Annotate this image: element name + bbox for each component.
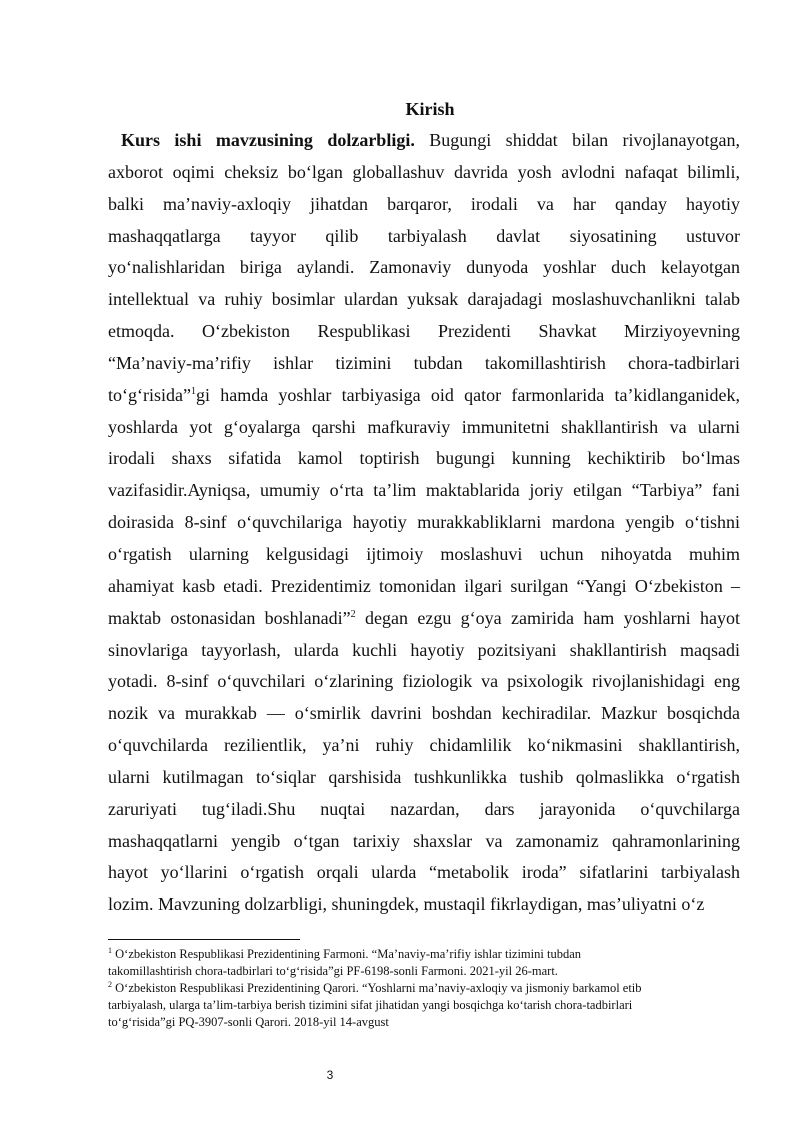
text-line: nozik va murakkab — o‘smirlik davrini boshdan kechiradilar. Mazkur bosqichda bbox=[108, 703, 740, 724]
footnote-reference[interactable]: 2 bbox=[350, 608, 356, 620]
footnote-mark: 1 bbox=[108, 945, 112, 955]
footnote-1-continued: takomillashtirish chora-tadbirlari to‘g‘risida”gi PF-6198-sonli Farmoni. 2021-yil 26-mart. bbox=[108, 964, 558, 978]
text-line: sinovlariga tayyorlash, ularda kuchli hayotiy pozitsiyani shakllantirish maqsadi bbox=[108, 639, 740, 660]
text-line: hayot yo‘llarini o‘rgatish orqali ularda “metabolik iroda” sifatlarini tarbiyalash bbox=[108, 862, 740, 883]
body-paragraph bbox=[108, 125, 740, 921]
footnote-mark: 2 bbox=[108, 979, 112, 989]
text-line: vazifasidir.Ayniqsa, umumiy o‘rta ta’lim maktablarida joriy etilgan “Tarbiya” fani bbox=[108, 480, 740, 501]
text-line: to‘g‘risida”$^1$gi hamda yoshlar tarbiyasiga oid qator farmonlarida ta’kidlanganidek, bbox=[108, 384, 740, 405]
text-line: yoshlarda yot g‘oyalarga qarshi mafkuraviy immunitetni shakllantirish va ularni bbox=[108, 416, 740, 437]
text-line: Kurs ishi mavzusining dolzarbligi. Bugungi shiddat bilan rivojlanayotgan, bbox=[121, 130, 740, 150]
text-line: intellektual va ruhiy bosimlar ulardan yuksak darajadagi moslashuvchanlikni talab bbox=[108, 289, 740, 310]
text-line: axborot oqimi cheksiz bo‘lgan globallashuv davrida yosh avlodni nafaqat bilimli, bbox=[108, 161, 740, 182]
text-line: ahamiyat kasb etadi. Prezidentimiz tomonidan ilgari surilgan “Yangi O‘zbekiston – bbox=[108, 575, 740, 596]
footnote-2: $^2$ O‘zbekiston Respublikasi Prezidentining Qarori. “Yoshlarni ma’naviy-axloqiy va jismoniy barkamol etib bbox=[108, 979, 642, 995]
text-line: ularni kutilmagan to‘siqlar qarshisida tushkunlikka tushib qolmaslikka o‘rgatish bbox=[108, 766, 740, 787]
text-line: yo‘nalishlaridan biriga aylandi. Zamonaviy dunyoda yoshlar duch kelayotgan bbox=[108, 257, 740, 278]
text-line: zaruriyati tug‘iladi.Shu nuqtai nazardan, dars jarayonida o‘quvchilarga bbox=[108, 798, 740, 819]
text-line: “Ma’naviy-ma’rifiy ishlar tizimini tubdan takomillashtirish chora-tadbirlari bbox=[108, 352, 740, 373]
lead-heading: Kurs ishi mavzusining dolzarbligi. bbox=[121, 130, 415, 150]
footnotes bbox=[108, 946, 748, 1031]
footnote-reference[interactable]: 1 bbox=[190, 385, 196, 397]
footnote-2-continued: tarbiyalash, ularga ta’lim-tarbiya berish tizimini sifat jihatidan yangi bosqichga ko‘tarish chora-tadbirlari bbox=[108, 998, 633, 1012]
page-number: 3 bbox=[326, 1068, 334, 1082]
footnote-2-continued: to‘g‘risida”gi PQ-3907-sonli Qarori. 2018-yil 14-avgust bbox=[108, 1015, 389, 1029]
text-line: o‘rgatish ularning kelgusidagi ijtimoiy moslashuvi uchun nihoyatda muhim bbox=[108, 543, 740, 564]
text-line: lozim. Mavzuning dolzarbligi, shuningdek, mustaqil fikrlaydigan, mas’uliyatni o‘z bbox=[108, 894, 705, 915]
text-line: etmoqda. O‘zbekiston Respublikasi Prezidenti Shavkat Mirziyoyevning bbox=[108, 321, 740, 342]
text-line: mashaqqatlarni yengib o‘tgan tarixiy shaxslar va zamonamiz qahramonlarining bbox=[108, 830, 740, 851]
text-line: mashaqqatlarga tayyor qilib tarbiyalash davlat siyosatining ustuvor bbox=[108, 225, 740, 246]
text-line: maktab ostonasidan boshlanadi”$^2$ degan ezgu g‘oya zamirida ham yoshlarni hayot bbox=[108, 607, 740, 628]
text-line: yotadi. 8-sinf o‘quvchilari o‘zlarining fiziologik va psixologik rivojlanishidagi eng bbox=[108, 671, 740, 692]
section-title: Kirish bbox=[405, 99, 455, 119]
text-line: irodali shaxs sifatida kamol toptirish bugungi kunning kechiktirib bo‘lmas bbox=[108, 448, 740, 469]
footnote-separator bbox=[108, 939, 300, 940]
text-line: o‘quvchilarda rezilientlik, ya’ni ruhiy chidamlilik ko‘nikmasini shakllantirish, bbox=[108, 735, 740, 756]
footnote-1: $^1$ O‘zbekiston Respublikasi Prezidentining Farmoni. “Ma’naviy-ma’rifiy ishlar tizimini tubdan bbox=[108, 945, 582, 961]
text-line: balki ma’naviy-axloqiy jihatdan barqaror, irodali va har qanday hayotiy bbox=[108, 193, 740, 214]
text-line: doirasida 8-sinf o‘quvchilariga hayotiy murakkabliklarni mardona yengib o‘tishni bbox=[108, 512, 740, 533]
